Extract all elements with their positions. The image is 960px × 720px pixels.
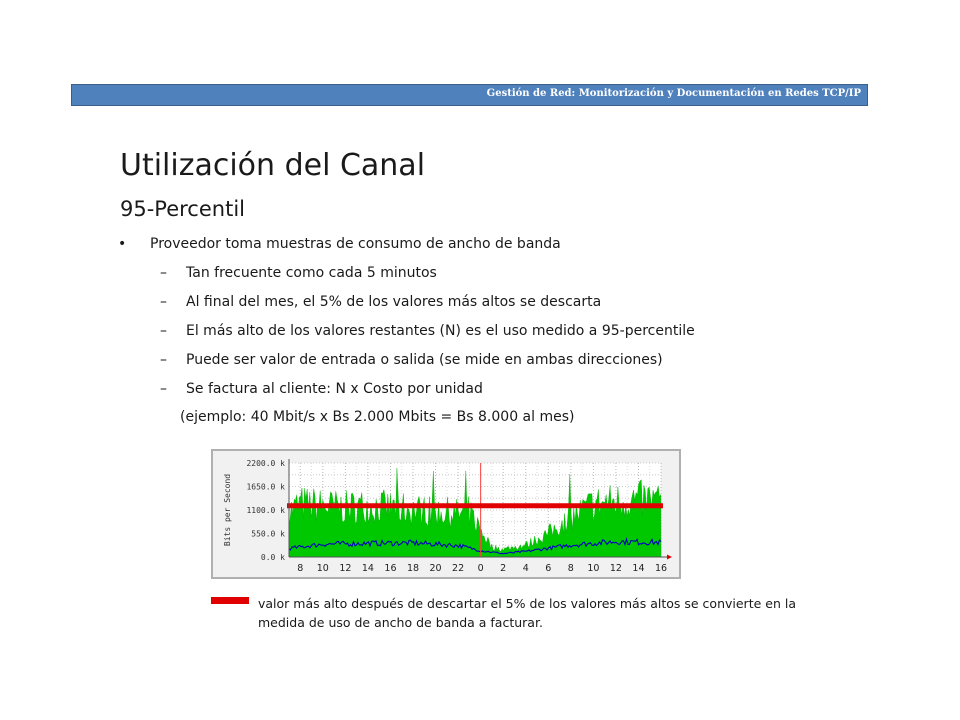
sub-item-text: Se factura al cliente: N x Costo por unidad — [186, 381, 483, 397]
x-tick-label: 16 — [384, 563, 397, 574]
x-tick-label: 22 — [452, 563, 465, 574]
x-tick-label: 2 — [500, 563, 507, 574]
x-tick-label: 8 — [297, 563, 304, 574]
dash-mark: – — [160, 265, 167, 281]
legend-text: valor más alto después de descartar el 5% de los valores más altos se convierte en la medida de uso de ancho de banda a facturar. — [258, 596, 796, 630]
y-axis-title: Bits per Second — [223, 473, 232, 547]
x-tick-label: 14 — [632, 563, 645, 574]
sub-item — [160, 381, 695, 410]
slide-subtitle: 95-Percentil — [120, 197, 245, 221]
example-text: (ejemplo: 40 Mbit/s x Bs 2.000 Mbits = Bs 8.000 al mes) — [180, 409, 575, 425]
y-tick-label: 1650.0 k — [246, 482, 285, 492]
dash-mark: – — [160, 323, 167, 339]
x-tick-label: 12 — [609, 563, 622, 574]
sub-item-text: El más alto de los valores restantes (N) es el uso medido a 95-percentile — [186, 323, 695, 339]
x-tick-label: 20 — [429, 563, 442, 574]
x-tick-label: 10 — [587, 563, 600, 574]
x-tick-label: 12 — [339, 563, 352, 574]
x-tick-label: 14 — [361, 563, 374, 574]
sub-list — [160, 265, 695, 410]
y-tick-label: 0.0 k — [260, 553, 285, 562]
sub-item — [160, 352, 695, 381]
dash-mark: – — [160, 381, 167, 397]
bullet-item — [118, 236, 561, 252]
sub-item-text: Al final del mes, el 5% de los valores más altos se descarta — [186, 294, 602, 310]
x-tick-label: 4 — [522, 563, 529, 574]
sub-item — [160, 323, 695, 352]
y-tick-label: 2200.0 k — [246, 459, 285, 468]
chart-svg — [213, 451, 679, 577]
header-title: Gestión de Red: Monitorización y Documentación en Redes TCP/IP — [486, 88, 861, 99]
x-axis-arrow — [667, 555, 672, 560]
x-tick-label: 0 — [477, 563, 484, 574]
dash-mark: – — [160, 352, 167, 368]
bandwidth-chart — [211, 449, 681, 579]
header-bar — [71, 84, 868, 106]
x-tick-label: 16 — [654, 563, 668, 574]
sub-item — [160, 265, 695, 294]
dash-mark: – — [160, 294, 167, 310]
legend-swatch — [211, 597, 249, 604]
x-tick-label: 6 — [545, 563, 552, 574]
sub-item-text: Tan frecuente como cada 5 minutos — [186, 265, 437, 281]
bullet-text: Proveedor toma muestras de consumo de ancho de banda — [150, 236, 561, 252]
bullet-mark: • — [118, 236, 127, 252]
sub-item-text: Puede ser valor de entrada o salida (se mide en ambas direcciones) — [186, 352, 663, 368]
x-tick-label: 8 — [567, 563, 574, 574]
y-tick-label: 550.0 k — [251, 529, 285, 539]
x-tick-label: 10 — [316, 563, 329, 574]
y-tick-label: 1100.0 k — [246, 506, 285, 515]
sub-item — [160, 294, 695, 323]
x-tick-label: 18 — [406, 563, 420, 574]
slide-title: Utilización del Canal — [120, 148, 426, 183]
